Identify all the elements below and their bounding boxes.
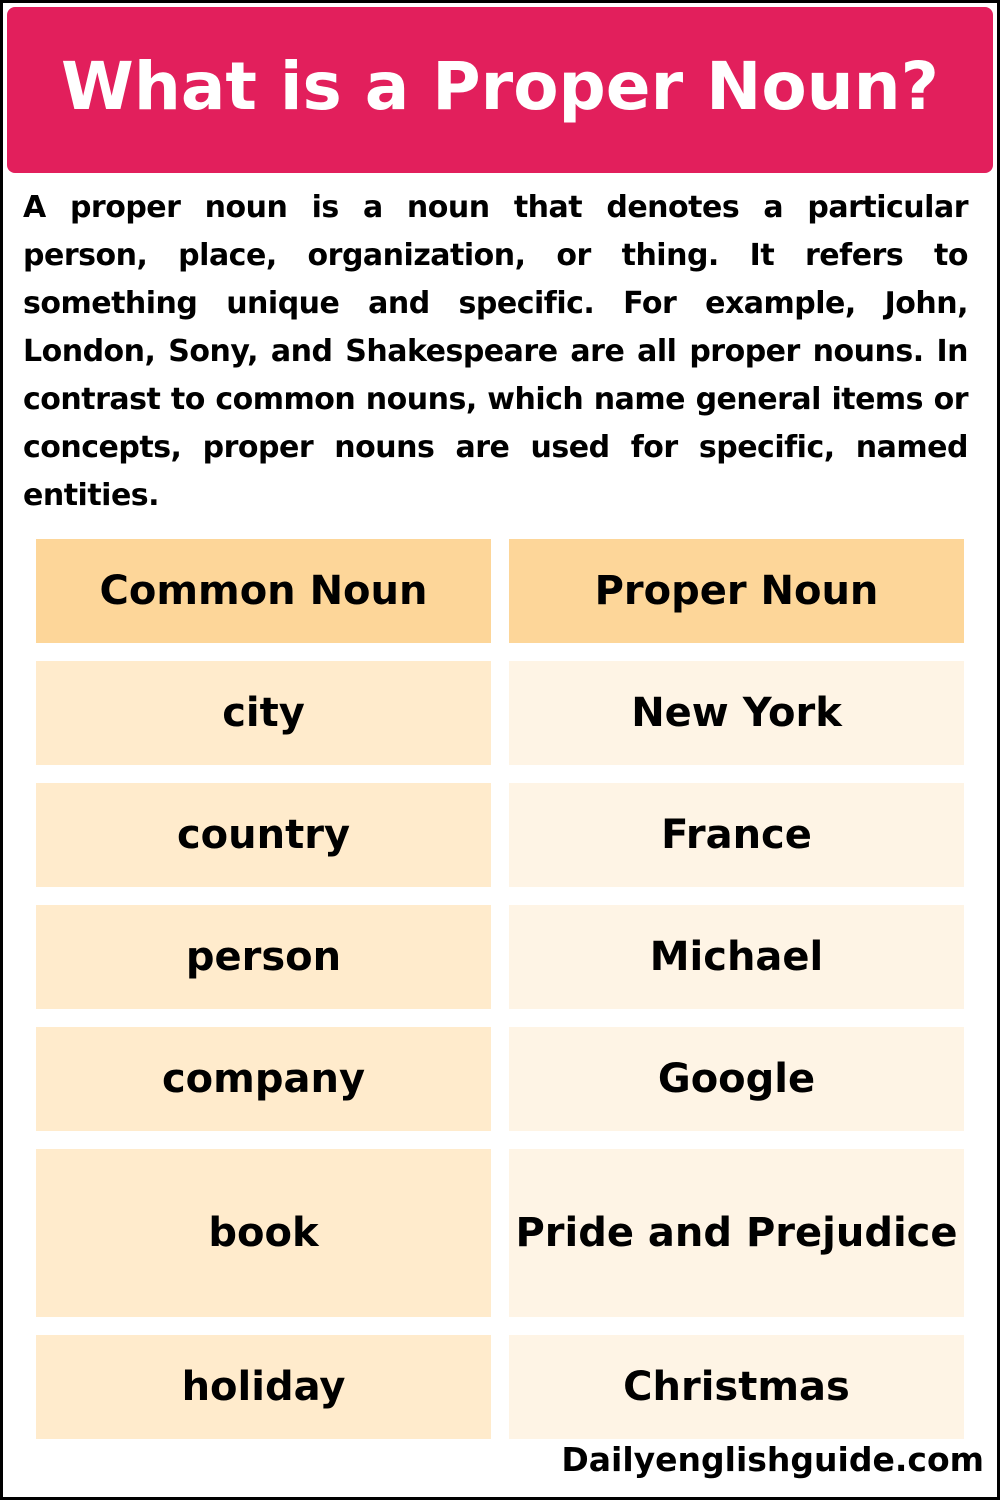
page-title: What is a Proper Noun? [61,47,939,125]
proper-noun-cell: France [509,783,964,887]
proper-noun-cell: Michael [509,905,964,1009]
table-row [36,905,964,1009]
proper-noun-cell: Christmas [509,1335,964,1439]
common-noun-cell: city [36,661,491,765]
common-noun-cell: person [36,905,491,1009]
proper-noun-cell: New York [509,661,964,765]
common-noun-cell: holiday [36,1335,491,1439]
site-watermark: Dailyenglishguide.com [561,1440,984,1479]
common-noun-cell: company [36,1027,491,1131]
common-noun-cell: book [36,1149,491,1317]
table-row [36,1335,964,1439]
common-noun-cell: country [36,783,491,887]
noun-comparison-table [36,539,964,1457]
table-row [36,783,964,887]
table-row [36,1149,964,1317]
table-row [36,661,964,765]
proper-noun-cell: Pride and Prejudice [509,1149,964,1317]
proper-noun-cell: Google [509,1027,964,1131]
header-proper-noun: Proper Noun [509,539,964,643]
table-header-row [36,539,964,643]
intro-paragraph: A proper noun is a noun that denotes a particular person, place, organization, or thing. It refers to something unique and specific. For example, John, London, Sony, and Shakespeare are all proper nouns. In contrast to common nouns, which name general items or concepts, proper nouns are used for specific, named entities. [23,190,968,513]
table-row [36,1027,964,1131]
header-common-noun: Common Noun [36,539,491,643]
title-banner [7,7,993,173]
